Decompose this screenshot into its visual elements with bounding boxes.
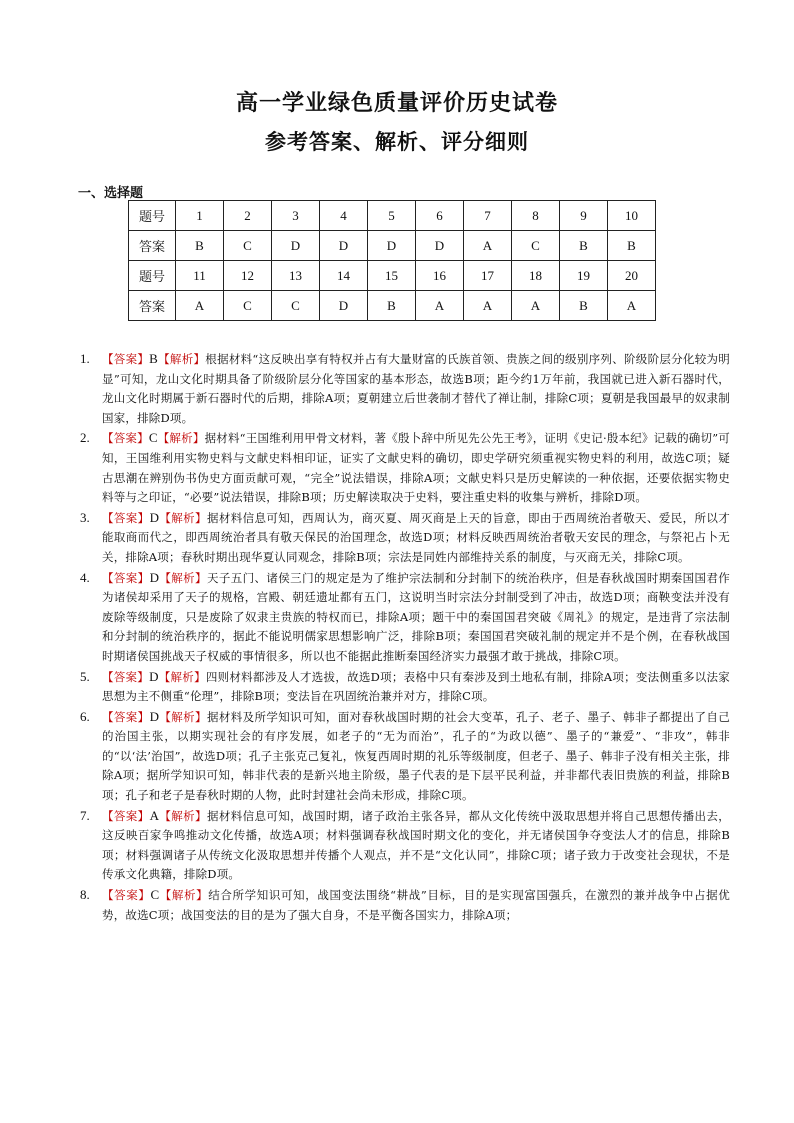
list-item — [80, 508, 730, 568]
analysis-label: 【解析】 — [159, 510, 207, 525]
analysis-text: 据材料信息可知，西周认为，商灭夏、周灭商是上天的旨意，即由于西周统治者敬天、爱民，所以才能取商而代之，即西周统治者具有敬天保民的治国理念，故选D项；材料反映西周统治者敬天安民的理念，与祭祀占卜无关，排除A项；春秋时期出现华夏认同观念，排除B项；宗法是同姓内部维持关系的制度，与灭商无关，排除C项。 — [102, 510, 730, 564]
explanation-text — [102, 568, 730, 667]
table-cell: A — [608, 291, 656, 321]
table-cell: 7 — [464, 201, 512, 231]
table-cell: B — [368, 291, 416, 321]
table-cell: 10 — [608, 201, 656, 231]
answer-label: 【答案】 — [102, 808, 150, 823]
table-cell: 2 — [224, 201, 272, 231]
list-item — [80, 707, 730, 806]
table-cell: A — [512, 291, 560, 321]
question-number: 1. — [80, 351, 90, 366]
answer-letter: C — [148, 430, 158, 446]
list-item — [80, 428, 730, 507]
table-cell: A — [464, 291, 512, 321]
answer-letter: B — [149, 351, 159, 366]
table-cell: 9 — [560, 201, 608, 231]
answer-letter: C — [150, 887, 160, 903]
table-cell: D — [320, 291, 368, 321]
explanation-text — [102, 428, 730, 507]
question-number: 8. — [80, 887, 90, 903]
table-row — [129, 201, 656, 231]
table-cell: B — [560, 231, 608, 261]
table-row — [129, 291, 656, 321]
list-item — [80, 568, 730, 667]
table-cell: A — [464, 231, 512, 261]
explanation-text — [102, 806, 730, 885]
question-number: 2. — [80, 430, 90, 446]
analysis-text: 天子五门、诸侯三门的规定是为了维护宗法制和分封制下的统治秩序，但是春秋战国时期秦国国君作为诸侯却采用了天子的规格，宫殿、朝廷遗址都有五门，这说明当时宗法分封制受到了冲击，故选D项；商鞅变法并没有废除等级制度，只是废除了奴隶主贵族的特权而已，排除A项；题干中的秦国国君突破《周礼》的规定，是违背了宗法制和分封制的统治秩序的，据此不能说明儒家思想影响广泛，排除B项；秦国国君突破礼制的规定并不是个例，在春秋战国时期诸侯国挑战天子权威的事情很多，所以也不能据此推断秦国经济实力最强才敢于挑战，排除C项。 — [102, 570, 730, 663]
answer-label: 【答案】 — [102, 669, 150, 684]
answer-label: 【答案】 — [102, 510, 150, 525]
page-subtitle: 参考答案、解析、评分细则 — [265, 130, 529, 154]
list-item — [80, 667, 730, 707]
table-row-header: 题号 — [129, 261, 176, 291]
table-row-header: 题号 — [129, 201, 176, 231]
answer-letter: D — [149, 668, 159, 684]
table-cell: 5 — [368, 201, 416, 231]
table-cell: D — [368, 231, 416, 261]
table-row — [129, 231, 656, 261]
analysis-label: 【解析】 — [159, 709, 207, 724]
table-cell: A — [416, 291, 464, 321]
table-cell: C — [272, 291, 320, 321]
analysis-label: 【解析】 — [159, 570, 207, 585]
table-cell: B — [560, 291, 608, 321]
table-cell: C — [224, 291, 272, 321]
table-cell: 8 — [512, 201, 560, 231]
answer-label: 【答案】 — [102, 888, 151, 903]
table-cell: 20 — [608, 261, 656, 291]
analysis-text: 据材料“王国维利用甲骨文材料，著《殷卜辞中所见先公先王考》，证明《史记·殷本纪》记载的确切”可知，王国维利用实物史料与文献史料相印证，证实了文献史料的确切，即史学研究须重视实物史料的利用，故选C项；疑古思潮在辨别伪书伪史方面贡献可观，“完全”说法错误，排除A项；文献史料只是历史解读的一种依据，还要依据实物史料等与之印证，“必要”说法错误，排除B项；历史解读取决于史料，要注重史料的收集与辨析，排除D项。 — [102, 431, 730, 505]
table-cell: 13 — [272, 261, 320, 291]
table-cell: 15 — [368, 261, 416, 291]
table-cell: 11 — [176, 261, 224, 291]
answer-label: 【答案】 — [102, 709, 150, 724]
explanation-text — [102, 885, 730, 925]
table-cell: 18 — [512, 261, 560, 291]
analysis-label: 【解析】 — [158, 669, 206, 684]
explanation-text — [102, 349, 730, 428]
analysis-text: 根据材料“这反映出享有特权并占有大量财富的氏族首领、贵族之间的级别序列、阶级阶层分化较为明显”可知，龙山文化时期具备了阶级阶层分化等国家的基本形态，故选B项；距今约1万年前，我国就已进入新石器时代，龙山文化时期属于新石器时代的后期，排除A项；夏朝建立后世袭制才替代了禅让制，排除C项；夏朝是我国最早的奴隶制国家，排除D项。 — [102, 352, 730, 425]
table-cell: D — [416, 231, 464, 261]
analysis-text: 结合所学知识可知，战国变法围绕“耕战”目标，目的是实现富国强兵，在激烈的兼并战争中占据优势，故选C项；战国变法的目的是为了强大自身，不是平衡各国实力，排除A项； — [102, 888, 730, 922]
answer-letter: A — [149, 807, 160, 823]
answer-label: 【答案】 — [102, 570, 150, 585]
question-number: 4. — [80, 569, 90, 585]
explanation-text — [102, 508, 730, 568]
list-item — [80, 885, 730, 925]
table-row-header: 答案 — [129, 231, 176, 261]
list-item — [80, 806, 730, 885]
analysis-label: 【解析】 — [158, 352, 206, 366]
answer-label: 【答案】 — [102, 352, 150, 366]
question-number: 7. — [80, 807, 90, 823]
table-cell: B — [176, 231, 224, 261]
explanation-text — [102, 707, 730, 806]
table-row-header: 答案 — [129, 291, 176, 321]
answer-letter: D — [149, 569, 160, 585]
table-cell: 3 — [272, 201, 320, 231]
table-cell: C — [224, 231, 272, 261]
analysis-text: 据材料信息可知，战国时期，诸子政治主张各异，都从文化传统中汲取思想并将自己思想传播出去，这反映百家争鸣推动文化传播，故选A项；材料强调春秋战国时期文化的变化，并无诸侯国争夺变法人才的信息，排除B项；材料强调诸子从传统文化汲取思想并传播个人观点，并不是“文化认同”，排除C项；诸子致力于改变社会现状，不是传承文化典籍，排除D项。 — [102, 808, 730, 882]
table-cell: 16 — [416, 261, 464, 291]
table-cell: C — [512, 231, 560, 261]
analysis-label: 【解析】 — [159, 888, 209, 903]
page-title: 高一学业绿色质量评价历史试卷 — [235, 91, 558, 116]
table-cell: A — [176, 291, 224, 321]
section-heading: 一、选择题 — [78, 186, 144, 201]
analysis-label: 【解析】 — [159, 808, 207, 823]
analysis-text: 四则材料都涉及人才选拔，故选D项；表格中只有秦涉及到土地私有制，排除A项；变法侧重多以法家思想为主不侧重“伦理”，排除B项；变法旨在巩固统治兼并对方，排除C项。 — [102, 669, 730, 704]
question-number: 5. — [80, 668, 90, 684]
table-cell: B — [608, 231, 656, 261]
table-cell: 19 — [560, 261, 608, 291]
answer-explanations — [80, 349, 730, 925]
list-item — [80, 349, 730, 428]
table-cell: 17 — [464, 261, 512, 291]
answer-label: 【答案】 — [102, 431, 149, 446]
table-cell: 12 — [224, 261, 272, 291]
table-row — [129, 261, 656, 291]
explanation-text — [102, 667, 730, 707]
table-cell: 6 — [416, 201, 464, 231]
table-cell: 14 — [320, 261, 368, 291]
analysis-text: 据材料及所学知识可知，面对春秋战国时期的社会大变革，孔子、老子、墨子、韩非子都提出了自己的治国主张，以期实现社会的有序发展，如老子的“无为而治”，孔子的“为政以德”、墨子的“兼爱”、“非攻”，韩非的“以‘法’治国”，故选D项；孔子主张克己复礼，恢复西周时期的礼乐等级制度，但老子、墨子、韩非子没有相关主张，排除A项；据所学知识可知，韩非代表的是新兴地主阶级，墨子代表的是下层平民利益，并非都代表旧贵族的利益，排除B项；孔子和老子是春秋时期的人物，此时封建社会尚未形成，排除C项。 — [102, 709, 730, 803]
answer-table — [128, 200, 656, 321]
question-number: 6. — [80, 708, 90, 724]
table-cell: D — [272, 231, 320, 261]
analysis-label: 【解析】 — [157, 431, 205, 446]
answer-letter: D — [149, 708, 160, 724]
table-cell: 4 — [320, 201, 368, 231]
table-cell: 1 — [176, 201, 224, 231]
answer-letter: D — [149, 509, 160, 525]
table-cell: D — [320, 231, 368, 261]
question-number: 3. — [80, 509, 90, 525]
